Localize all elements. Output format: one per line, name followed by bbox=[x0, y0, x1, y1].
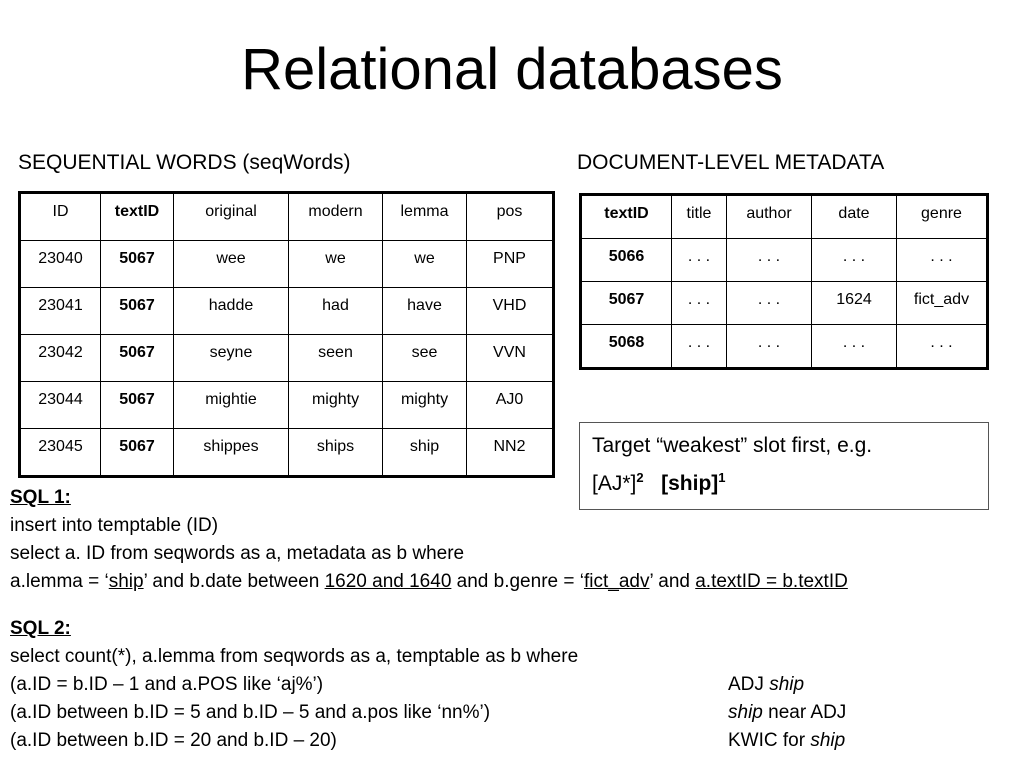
sql1-block bbox=[10, 484, 848, 596]
table-row bbox=[20, 382, 554, 429]
sql-text: a.lemma = ‘ bbox=[10, 571, 109, 592]
sql1-line bbox=[10, 568, 848, 596]
table-cell: 23042 bbox=[20, 335, 101, 382]
note-kwic bbox=[728, 727, 845, 755]
sql2-line: (a.ID = b.ID – 1 and a.POS like ‘aj%’) bbox=[10, 674, 324, 695]
table-cell: seen bbox=[289, 335, 383, 382]
table-cell: 23041 bbox=[20, 288, 101, 335]
header-cell: pos bbox=[467, 193, 554, 241]
table-row bbox=[581, 282, 988, 325]
sql-underlined: fict_adv bbox=[583, 571, 650, 592]
table-row bbox=[20, 241, 554, 288]
table-cell: AJ0 bbox=[467, 382, 554, 429]
sql1-line: select a. ID from seqwords as a, metadata as b where bbox=[10, 543, 465, 564]
table-cell: have bbox=[383, 288, 467, 335]
table-cell: wee bbox=[174, 241, 289, 288]
table-cell: we bbox=[289, 241, 383, 288]
table-row bbox=[581, 325, 988, 369]
table-cell: . . . bbox=[727, 282, 812, 325]
header-cell: modern bbox=[289, 193, 383, 241]
table-cell: 1624 bbox=[812, 282, 897, 325]
sql2-block bbox=[10, 615, 578, 755]
table-cell: we bbox=[383, 241, 467, 288]
sql2-heading: SQL 2: bbox=[10, 618, 71, 639]
table-cell: . . . bbox=[672, 239, 727, 282]
sql-underlined: ship bbox=[108, 571, 144, 592]
header-cell: genre bbox=[897, 195, 988, 239]
table-cell: . . . bbox=[812, 325, 897, 369]
metadata-table bbox=[579, 193, 989, 370]
table-cell: . . . bbox=[897, 325, 988, 369]
note-text: ADJ bbox=[728, 674, 770, 695]
table-cell: VVN bbox=[467, 335, 554, 382]
table-cell: . . . bbox=[727, 239, 812, 282]
table-row bbox=[20, 429, 554, 477]
table-cell: seyne bbox=[174, 335, 289, 382]
ship-rank: 1 bbox=[718, 470, 726, 485]
sql2-line: select count(*), a.lemma from seqwords as a, temptable as b where bbox=[10, 646, 579, 667]
table-cell: . . . bbox=[672, 325, 727, 369]
header-cell: textID bbox=[581, 195, 672, 239]
table-cell: 23040 bbox=[20, 241, 101, 288]
table-cell: . . . bbox=[812, 239, 897, 282]
sql2-line: (a.ID between b.ID = 20 and b.ID – 20) bbox=[10, 730, 337, 751]
note-italic: ship bbox=[810, 730, 846, 751]
table-cell: NN2 bbox=[467, 429, 554, 477]
sql-text: ’ and bbox=[649, 571, 696, 592]
table-row bbox=[20, 335, 554, 382]
table-header-row bbox=[20, 193, 554, 241]
header-cell: title bbox=[672, 195, 727, 239]
table-cell: 5066 bbox=[581, 239, 672, 282]
table-cell: ships bbox=[289, 429, 383, 477]
table-cell: had bbox=[289, 288, 383, 335]
table-cell: VHD bbox=[467, 288, 554, 335]
aj-slot: [AJ*] bbox=[592, 472, 637, 495]
table-cell: hadde bbox=[174, 288, 289, 335]
seqwords-label: SEQUENTIAL WORDS (seqWords) bbox=[18, 151, 351, 174]
target-line: Target “weakest” slot first, e.g. bbox=[592, 434, 873, 457]
note-text: near ADJ bbox=[762, 702, 847, 723]
table-cell: mightie bbox=[174, 382, 289, 429]
table-cell: . . . bbox=[672, 282, 727, 325]
table-cell: . . . bbox=[727, 325, 812, 369]
table-cell: 5067 bbox=[101, 429, 174, 477]
table-cell: mighty bbox=[289, 382, 383, 429]
sql-underlined: 1620 and 1640 bbox=[324, 571, 452, 592]
header-cell: date bbox=[812, 195, 897, 239]
table-cell: 23044 bbox=[20, 382, 101, 429]
header-cell: author bbox=[727, 195, 812, 239]
table-cell: see bbox=[383, 335, 467, 382]
table-cell: 5067 bbox=[101, 288, 174, 335]
sql1-heading: SQL 1: bbox=[10, 487, 71, 508]
table-cell: 5067 bbox=[101, 241, 174, 288]
table-cell: 5067 bbox=[101, 335, 174, 382]
table-cell: 23045 bbox=[20, 429, 101, 477]
sql1-line: insert into temptable (ID) bbox=[10, 515, 219, 536]
aj-rank: 2 bbox=[636, 470, 644, 485]
table-row bbox=[20, 288, 554, 335]
sql-text: and b.genre = ‘ bbox=[451, 571, 584, 592]
header-cell: original bbox=[174, 193, 289, 241]
metadata-label: DOCUMENT-LEVEL METADATA bbox=[577, 151, 885, 174]
table-cell: 5067 bbox=[101, 382, 174, 429]
note-ship-near-adj bbox=[728, 699, 846, 727]
table-cell: shippes bbox=[174, 429, 289, 477]
table-header-row bbox=[581, 195, 988, 239]
table-cell: . . . bbox=[897, 239, 988, 282]
note-text: KWIC for bbox=[728, 730, 811, 751]
ship-slot: [ship] bbox=[661, 472, 719, 495]
table-cell: fict_adv bbox=[897, 282, 988, 325]
table-cell: 5068 bbox=[581, 325, 672, 369]
note-italic: ship bbox=[769, 674, 805, 695]
table-row bbox=[581, 239, 988, 282]
slide-title: Relational databases bbox=[241, 37, 783, 102]
header-cell: textID bbox=[101, 193, 174, 241]
note-adj-ship bbox=[728, 671, 804, 699]
seqwords-table bbox=[18, 191, 555, 478]
sql-underlined: a.textID = b.textID bbox=[695, 571, 848, 592]
table-cell: 5067 bbox=[581, 282, 672, 325]
header-cell: ID bbox=[20, 193, 101, 241]
sql2-line: (a.ID between b.ID = 5 and b.ID – 5 and a.pos like ‘nn%’) bbox=[10, 702, 491, 723]
table-cell: mighty bbox=[383, 382, 467, 429]
note-italic: ship bbox=[728, 702, 763, 723]
header-cell: lemma bbox=[383, 193, 467, 241]
table-cell: ship bbox=[383, 429, 467, 477]
table-cell: PNP bbox=[467, 241, 554, 288]
sql-text: ’ and b.date between bbox=[143, 571, 325, 592]
